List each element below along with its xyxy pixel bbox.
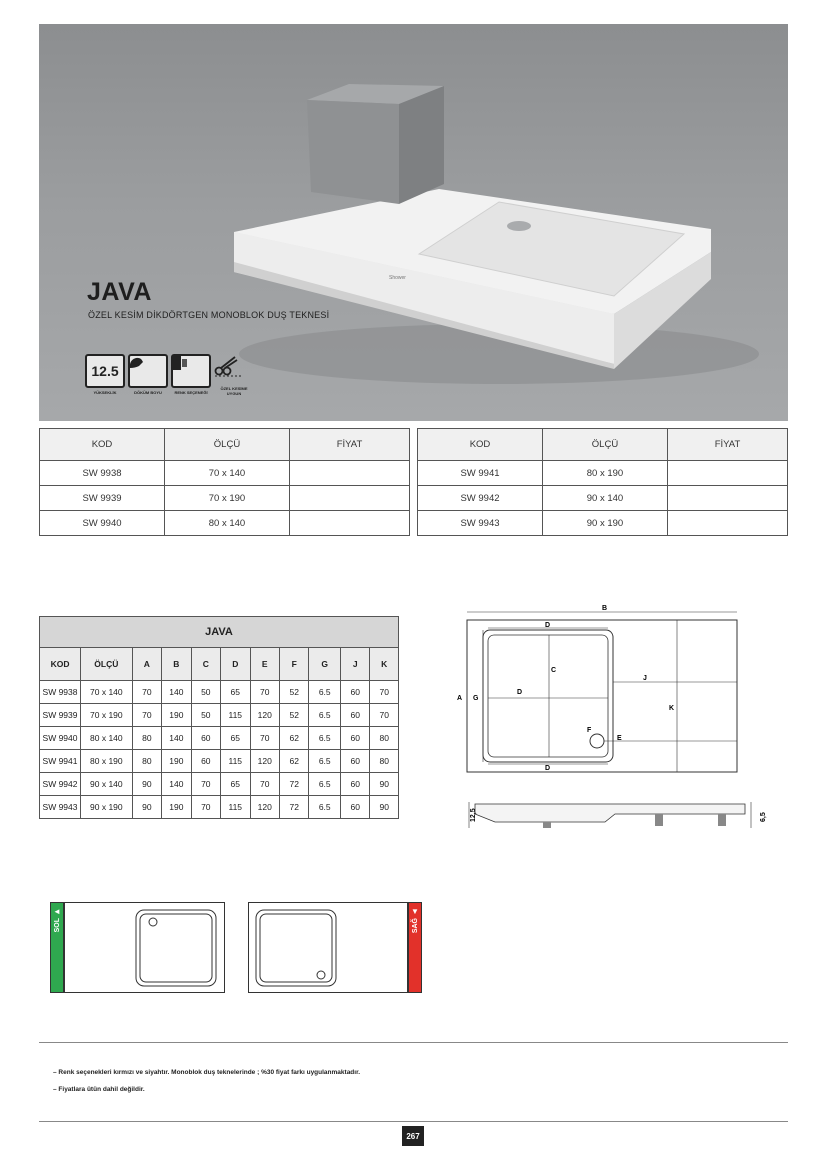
left-tray-outline xyxy=(64,902,225,993)
dimension-cell: 70 xyxy=(132,681,161,704)
dimension-cell: 90 xyxy=(370,796,399,819)
dimension-cell: 62 xyxy=(279,727,308,750)
dimension-cell: SW 9941 xyxy=(40,750,81,773)
dim-label-d: D xyxy=(545,622,551,629)
color-palette-icon xyxy=(171,354,211,388)
kod-cell: SW 9942 xyxy=(418,486,543,511)
fiyat-cell xyxy=(668,511,788,536)
dim-label-f: F xyxy=(587,727,592,734)
dimension-cell: 120 xyxy=(250,796,279,819)
feature-height xyxy=(84,354,126,395)
dim-label-a: A xyxy=(457,695,463,702)
kod-cell: SW 9939 xyxy=(40,486,165,511)
dimension-cell: 70 xyxy=(250,773,279,796)
dimension-cell: 6.5 xyxy=(309,681,341,704)
dimension-cell: 140 xyxy=(162,773,191,796)
dimension-table-caption: JAVA xyxy=(40,617,399,648)
dimension-cell: 190 xyxy=(162,750,191,773)
table-row xyxy=(40,511,410,536)
fiyat-cell xyxy=(668,461,788,486)
arrow-down-icon: ▼ xyxy=(411,907,419,916)
table-row xyxy=(418,461,788,486)
table-row xyxy=(40,750,399,773)
dimension-cell: 6.5 xyxy=(309,750,341,773)
scissors-cut-icon xyxy=(216,354,252,384)
dimension-col-header: ÖLÇÜ xyxy=(81,648,133,681)
dimension-cell: SW 9943 xyxy=(40,796,81,819)
dimension-cell: 72 xyxy=(279,773,308,796)
dimension-cell: 72 xyxy=(279,796,308,819)
olcu-cell: 90 x 190 xyxy=(543,511,668,536)
olcu-cell: 90 x 140 xyxy=(543,486,668,511)
price-table-left xyxy=(39,428,410,536)
note-line: – Fiyatlara ütün dahil değildir. xyxy=(53,1086,145,1093)
table-row xyxy=(40,796,399,819)
dim-label-k: K xyxy=(669,705,675,712)
arrow-left-icon: ◄ xyxy=(53,907,61,916)
dimension-table xyxy=(39,616,399,819)
table-row xyxy=(40,727,399,750)
dimension-cell: 120 xyxy=(250,750,279,773)
dimension-cell: 80 xyxy=(370,750,399,773)
dimension-cell: 60 xyxy=(341,704,370,727)
kod-cell: SW 9941 xyxy=(418,461,543,486)
olcu-cell: 80 x 140 xyxy=(165,511,290,536)
table-row xyxy=(40,773,399,796)
dimension-cell: 80 xyxy=(132,727,161,750)
right-label: SAĞ xyxy=(411,918,419,934)
dimension-cell: 115 xyxy=(221,796,250,819)
feature-label: YÜKSEKLİK xyxy=(93,390,117,395)
col-fiyat: FİYAT xyxy=(668,429,788,461)
dimension-col-header: KOD xyxy=(40,648,81,681)
dimension-cell: 140 xyxy=(162,727,191,750)
dimension-cell: 70 xyxy=(132,704,161,727)
dimension-cell: 115 xyxy=(221,750,250,773)
dimension-cell: 62 xyxy=(279,750,308,773)
dimension-col-header: J xyxy=(341,648,370,681)
dimension-cell: 70 xyxy=(370,704,399,727)
olcu-cell: 80 x 190 xyxy=(543,461,668,486)
dimension-cell: 70 xyxy=(370,681,399,704)
dimension-cell: 60 xyxy=(341,773,370,796)
table-row xyxy=(40,486,410,511)
note-line: – Renk seçenekleri kırmızı ve siyahtır. Monoblok duş teknelerinde ; %30 fiyat farkı uygulanmaktadır. xyxy=(53,1069,361,1076)
feature-label: DÖKÜM BOYU xyxy=(134,390,162,395)
dimension-cell: 70 xyxy=(191,773,220,796)
left-color-bar xyxy=(50,902,64,993)
fiyat-cell xyxy=(290,461,410,486)
dimension-cell: 6.5 xyxy=(309,704,341,727)
dimension-cell: 50 xyxy=(191,704,220,727)
dimension-cell: 60 xyxy=(191,750,220,773)
dimension-col-header: F xyxy=(279,648,308,681)
dimension-cell: 60 xyxy=(341,681,370,704)
dimension-col-header: A xyxy=(132,648,161,681)
dimension-cell: 6.5 xyxy=(309,796,341,819)
dimension-cell: 70 xyxy=(250,681,279,704)
dimension-cell: 60 xyxy=(341,796,370,819)
col-olcu: ÖLÇÜ xyxy=(165,429,290,461)
dimension-cell: 190 xyxy=(162,704,191,727)
dimension-col-header: G xyxy=(309,648,341,681)
col-fiyat: FİYAT xyxy=(290,429,410,461)
dim-label-c: C xyxy=(551,667,557,674)
dimension-cell: 70 xyxy=(250,727,279,750)
dimension-cell: 80 x 190 xyxy=(81,750,133,773)
dim-label-d: D xyxy=(545,765,551,772)
dimension-col-header: D xyxy=(221,648,250,681)
dimension-cell: 60 xyxy=(191,727,220,750)
dimension-cell: SW 9939 xyxy=(40,704,81,727)
col-kod: KOD xyxy=(40,429,165,461)
dimension-cell: 90 xyxy=(132,796,161,819)
divider xyxy=(39,1121,788,1122)
top-view-drawing xyxy=(455,600,755,780)
fiyat-cell xyxy=(668,486,788,511)
table-row xyxy=(40,461,410,486)
dimension-col-header: C xyxy=(191,648,220,681)
dimension-cell: 90 xyxy=(370,773,399,796)
feature-cut xyxy=(213,354,255,396)
dimension-col-header: B xyxy=(162,648,191,681)
col-kod: KOD xyxy=(418,429,543,461)
dimension-cell: 80 xyxy=(132,750,161,773)
height-right-label: 6,5 xyxy=(760,812,767,822)
thickness-12-5-icon: 12.5 xyxy=(85,354,125,388)
dimension-cell: 6.5 xyxy=(309,773,341,796)
dimension-cell: 90 x 140 xyxy=(81,773,133,796)
page-number: 267 xyxy=(402,1126,424,1146)
dimension-cell: 65 xyxy=(221,681,250,704)
brand-mark: Shower xyxy=(389,275,406,281)
dimension-cell: SW 9942 xyxy=(40,773,81,796)
side-view-drawing xyxy=(455,798,775,838)
dimension-cell: 120 xyxy=(250,704,279,727)
dimension-cell: SW 9938 xyxy=(40,681,81,704)
dimension-cell: 70 x 140 xyxy=(81,681,133,704)
col-olcu: ÖLÇÜ xyxy=(543,429,668,461)
dimension-cell: 65 xyxy=(221,773,250,796)
feature-eco xyxy=(127,354,169,395)
right-tray-outline xyxy=(248,902,408,993)
dimension-cell: SW 9940 xyxy=(40,727,81,750)
feature-color xyxy=(170,354,212,395)
table-row xyxy=(40,704,399,727)
product-subtitle: ÖZEL KESİM DİKDÖRTGEN MONOBLOK DUŞ TEKNESİ xyxy=(88,310,330,320)
left-label: SOL xyxy=(53,918,61,933)
feature-label: ÖZEL KESİME UYGUN xyxy=(220,386,248,396)
dimension-cell: 90 xyxy=(132,773,161,796)
orientation-left xyxy=(50,902,225,993)
dimension-cell: 60 xyxy=(341,750,370,773)
dimension-cell: 65 xyxy=(221,727,250,750)
price-table-right xyxy=(417,428,788,536)
table-row xyxy=(40,681,399,704)
right-color-bar xyxy=(408,902,422,993)
table-row xyxy=(418,511,788,536)
olcu-cell: 70 x 140 xyxy=(165,461,290,486)
dim-label-e: E xyxy=(617,735,622,742)
fiyat-cell xyxy=(290,511,410,536)
dimension-col-header: E xyxy=(250,648,279,681)
dimension-cell: 60 xyxy=(341,727,370,750)
kod-cell: SW 9938 xyxy=(40,461,165,486)
dim-label-j: J xyxy=(643,675,647,682)
dimension-cell: 52 xyxy=(279,681,308,704)
dimension-cell: 140 xyxy=(162,681,191,704)
kod-cell: SW 9940 xyxy=(40,511,165,536)
product-title: JAVA xyxy=(87,278,152,306)
dimension-col-header: K xyxy=(370,648,399,681)
dimension-cell: 70 xyxy=(191,796,220,819)
orientation-right xyxy=(248,902,422,993)
olcu-cell: 70 x 190 xyxy=(165,486,290,511)
divider xyxy=(39,1042,788,1043)
hand-eco-icon xyxy=(128,354,168,388)
dim-label-g: G xyxy=(473,695,479,702)
dim-label-d: D xyxy=(517,689,523,696)
kod-cell: SW 9943 xyxy=(418,511,543,536)
dimension-cell: 52 xyxy=(279,704,308,727)
dimension-cell: 80 x 140 xyxy=(81,727,133,750)
feature-label: RENK SEÇENEĞİ xyxy=(174,390,208,395)
fiyat-cell xyxy=(290,486,410,511)
dimension-cell: 115 xyxy=(221,704,250,727)
dimension-cell: 190 xyxy=(162,796,191,819)
dimension-cell: 50 xyxy=(191,681,220,704)
dimension-cell: 80 xyxy=(370,727,399,750)
height-left-label: 12,5 xyxy=(470,808,477,822)
dimension-cell: 6.5 xyxy=(309,727,341,750)
dimension-cell: 90 x 190 xyxy=(81,796,133,819)
dimension-cell: 70 x 190 xyxy=(81,704,133,727)
hero-image xyxy=(39,24,788,421)
table-row xyxy=(418,486,788,511)
dim-label-b: B xyxy=(602,605,608,612)
